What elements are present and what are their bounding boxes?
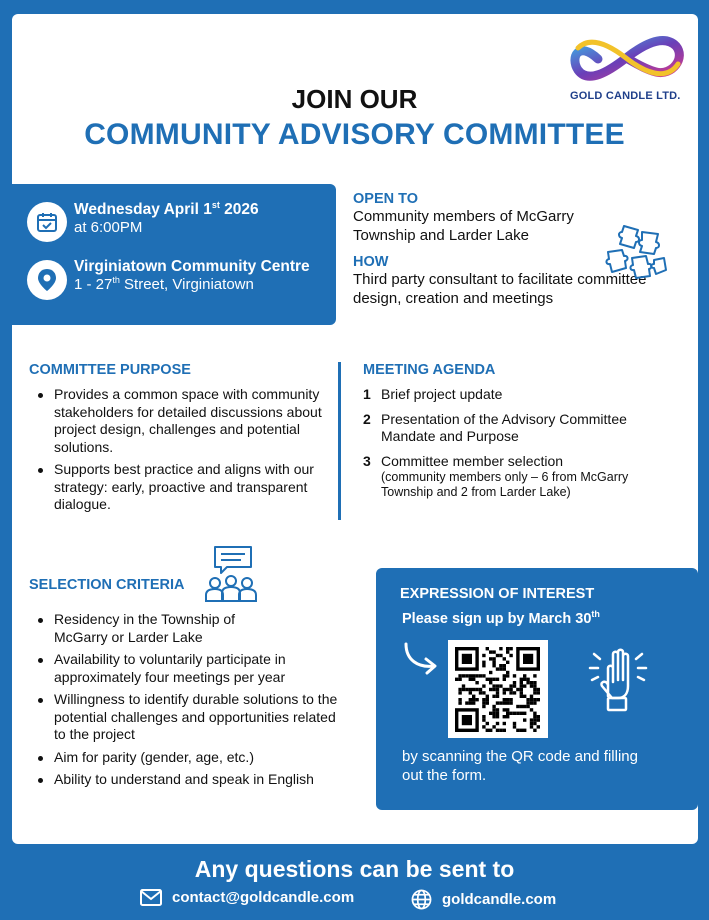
list-item: 3 Committee member selection (community members only – 6 from McGarry Township and 2 from Larder Lake) <box>363 453 629 499</box>
eoi-instructions: by scanning the QR code and filling out the form. <box>402 748 638 784</box>
list-item: Willingness to identify durable solutions to the potential challenges and opportunities related to the project <box>29 691 339 744</box>
criteria-heading: SELECTION CRITERIA <box>29 577 185 593</box>
group-discussion-icon <box>203 545 259 603</box>
list-item: 2 Presentation of the Advisory Committee Mandate and Purpose <box>363 411 627 444</box>
qr-code[interactable] <box>448 640 548 738</box>
how-heading: HOW <box>353 254 389 270</box>
event-info-box <box>12 184 336 325</box>
criteria-list <box>29 611 339 789</box>
calendar-icon <box>27 202 67 242</box>
event-date: Wednesday April 1st 2026 <box>74 199 259 218</box>
list-item: Ability to understand and speak in English <box>29 771 339 789</box>
list-item: Aim for parity (gender, age, etc.) <box>29 749 339 767</box>
agenda-heading: MEETING AGENDA <box>363 362 496 378</box>
location-pin-icon <box>27 260 67 300</box>
purpose-heading: COMMITTEE PURPOSE <box>29 362 191 378</box>
how-text: Third party consultant to facilitate committee design, creation and meetings <box>353 271 647 307</box>
footer-question: Any questions can be sent to <box>194 856 515 882</box>
list-item: 1 Brief project update <box>363 386 503 402</box>
open-to-text: Community members of McGarry Township and Larder Lake <box>353 208 574 244</box>
event-venue: Virginiatown Community Centre <box>74 258 310 275</box>
eoi-signup: Please sign up by March 30th <box>402 609 600 627</box>
globe-icon <box>411 889 432 910</box>
purpose-list <box>29 386 324 514</box>
open-to-heading: OPEN TO <box>353 191 418 207</box>
page-title-line1: JOIN OUR <box>291 84 418 114</box>
curved-arrow-icon <box>402 640 442 676</box>
list-item: Provides a common space with community stakeholders for detailed discussions about project design, challenges and potential solutions. <box>29 386 324 456</box>
email-icon <box>140 889 162 906</box>
list-item: Residency in the Township of McGarry or Larder Lake <box>29 611 269 646</box>
page-title-line2: COMMUNITY ADVISORY COMMITTEE <box>84 118 625 151</box>
event-time: at 6:00PM <box>74 219 143 236</box>
infinity-logo-icon <box>568 28 686 90</box>
raised-hand-icon <box>584 646 652 716</box>
agenda-list <box>363 386 673 500</box>
list-item: Availability to voluntarily participate in approximately four meetings per year <box>29 651 319 686</box>
footer-email[interactable]: contact@goldcandle.com <box>140 889 354 906</box>
section-divider <box>338 362 341 520</box>
eoi-heading: EXPRESSION OF INTEREST <box>400 586 595 602</box>
puzzle-icon <box>602 222 668 284</box>
event-address: 1 - 27th Street, Virginiatown <box>74 275 254 293</box>
brand-name: GOLD CANDLE LTD. <box>570 90 681 102</box>
footer-website[interactable]: goldcandle.com <box>411 889 556 910</box>
list-item: Supports best practice and aligns with our strategy: early, proactive and transparent dialogue. <box>29 461 324 514</box>
